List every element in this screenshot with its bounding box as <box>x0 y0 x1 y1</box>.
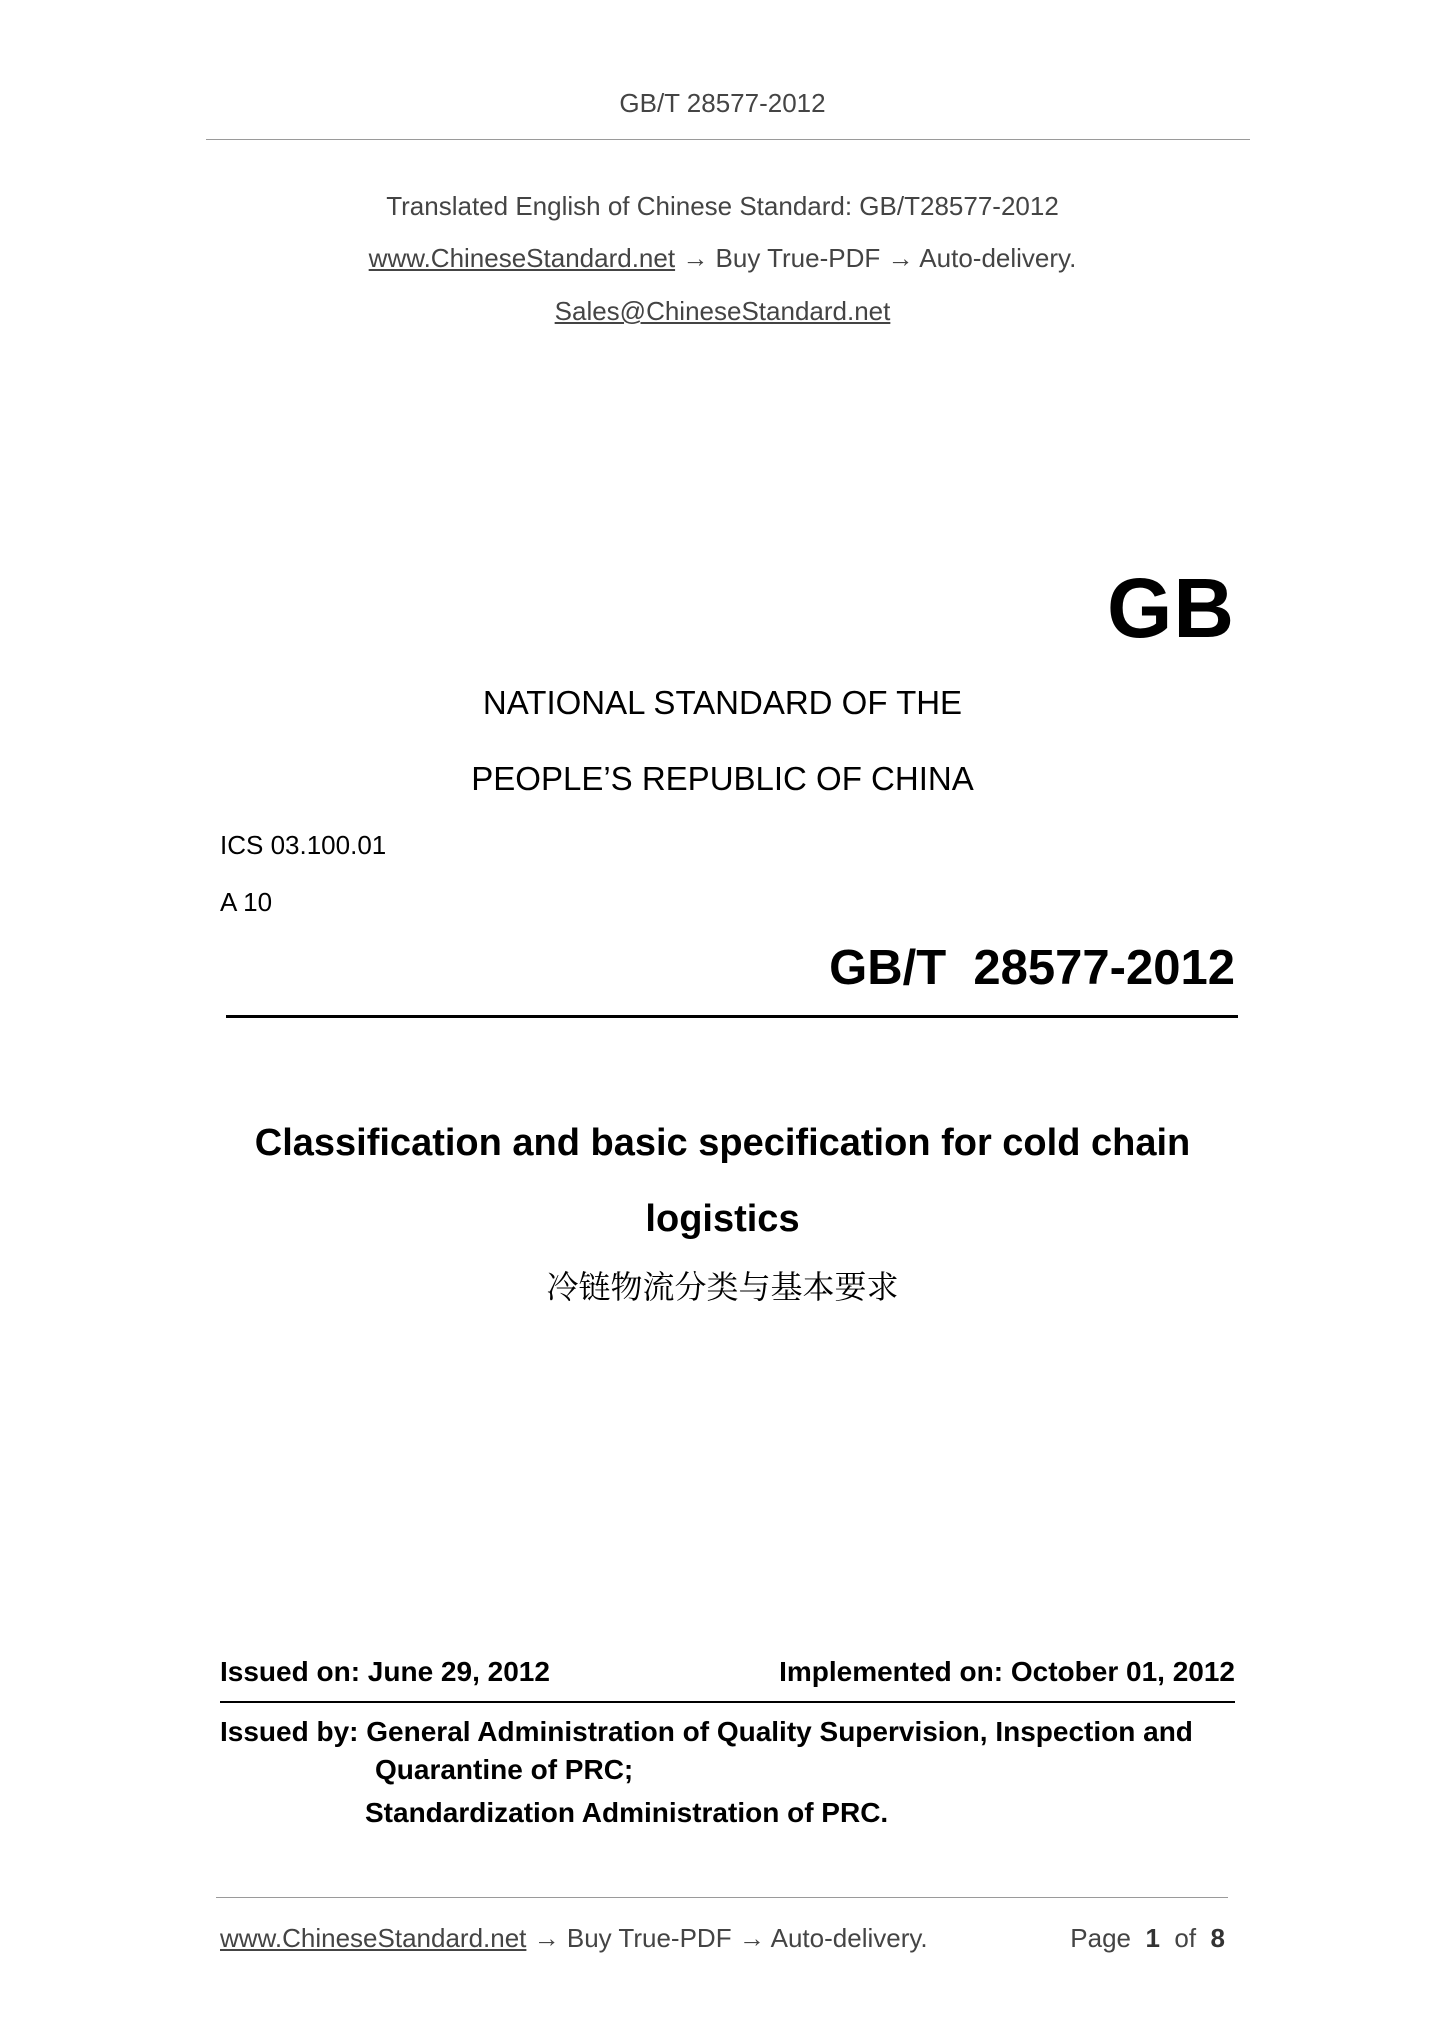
page-label: Page <box>1070 1923 1132 1953</box>
email-link[interactable]: Sales@ChineseStandard.net <box>554 296 891 326</box>
issued-on: Issued on: June 29, 2012 <box>220 1656 550 1687</box>
header-divider <box>206 139 1250 140</box>
issue-divider <box>220 1701 1235 1703</box>
title-divider <box>226 1015 1238 1018</box>
page-number: 1 <box>1145 1923 1160 1953</box>
arrow-icon: → <box>738 1923 765 1953</box>
page-total: 8 <box>1210 1923 1225 1953</box>
issuer-1-cont: Quarantine of PRC; <box>375 1754 634 1785</box>
standard-number: GB/T 28577-2012 <box>829 941 1235 995</box>
title-line-1: Classification and basic specification for cold chain <box>254 1122 1191 1164</box>
footer-delivery-text: Auto-delivery. <box>770 1923 928 1953</box>
site-link[interactable]: www.ChineseStandard.net <box>368 243 676 273</box>
issuer-1: General Administration of Quality Supervision, Inspection and <box>366 1716 1193 1747</box>
national-standard-line-1: NATIONAL STANDARD OF THE <box>482 684 963 721</box>
arrow-icon: → <box>533 1923 560 1953</box>
footer-buy-text: Buy True-PDF <box>566 1923 732 1953</box>
running-header: GB/T 28577-2012 <box>619 88 826 118</box>
document-title-cn: 冷链物流分类与基本要求 <box>546 1268 899 1306</box>
issuer-2: Standardization Administration of PRC. <box>365 1797 889 1828</box>
ccs-code: A 10 <box>220 887 273 917</box>
document-title-en <box>180 1105 1265 1257</box>
gb-mark: GB <box>1107 561 1235 655</box>
buy-text: Buy True-PDF <box>715 243 881 273</box>
translation-notice: Translated English of Chinese Standard: GB/T28577-2012 <box>386 191 1059 221</box>
implemented-on: Implemented on: October 01, 2012 <box>779 1656 1235 1687</box>
delivery-text: Auto-delivery. <box>919 243 1077 273</box>
issued-by <box>220 1713 1193 1789</box>
purchase-line <box>0 243 1445 274</box>
issued-by-label: Issued by: <box>220 1716 367 1747</box>
arrow-icon: → <box>887 243 914 273</box>
title-line-2: logistics <box>645 1198 800 1240</box>
page-indicator <box>1070 1923 1225 1954</box>
email-line <box>0 296 1445 327</box>
arrow-icon: → <box>682 243 709 273</box>
footer-site-link[interactable]: www.ChineseStandard.net <box>220 1923 527 1953</box>
footer-purchase-line <box>220 1923 928 1954</box>
national-standard-line-2: PEOPLE’S REPUBLIC OF CHINA <box>471 760 974 797</box>
ics-code: ICS 03.100.01 <box>220 830 387 860</box>
of-label: of <box>1174 1923 1197 1953</box>
footer-divider <box>216 1897 1228 1898</box>
